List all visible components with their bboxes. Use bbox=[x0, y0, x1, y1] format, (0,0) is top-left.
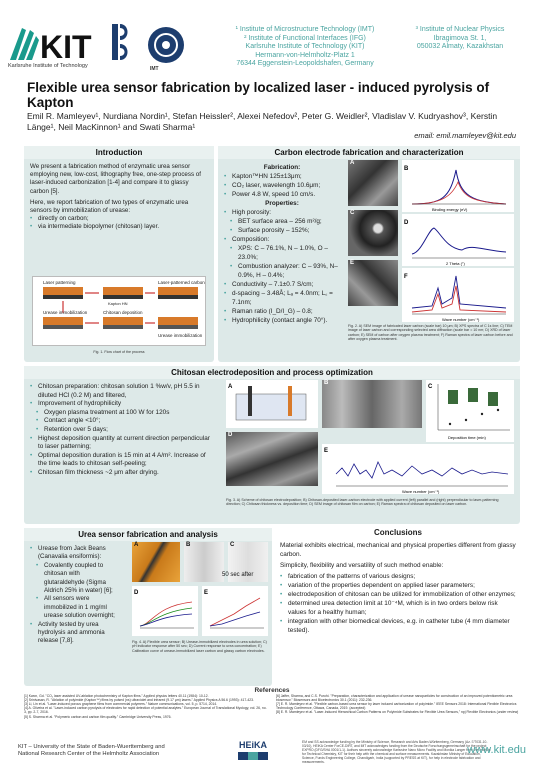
references-title: References bbox=[254, 687, 290, 694]
intro-paragraph: Here, we report fabrication of two types of enzymatic urea sensors by immobilization of urease: bbox=[30, 198, 189, 215]
footer-org-line: National Research Center of the Helmholtz Association bbox=[18, 751, 160, 757]
urea-bullet: • Activity tested by urea hydrolysis and ammonia release [7,8]. bbox=[30, 621, 118, 646]
affiliations-left bbox=[210, 26, 400, 69]
poster-title: Flexible urea sensor fabrication by localized laser - induced pyrolysis of Kapton bbox=[27, 80, 490, 110]
panel-letter: E bbox=[324, 448, 329, 454]
xps-chart bbox=[402, 160, 514, 212]
sem-image-e bbox=[348, 260, 398, 306]
fab-bullet: • Power 4.8 W, speed 10 cm/s. bbox=[224, 190, 340, 199]
figure-caption: Fig. 4. A) Flexible urea sensor; B) Urease-immobilized electrodes in urea solution; C) pH indicator response after 50 sec; D) Current response to urea concentration; E) Calibration curve of urease-immobilized laser carbon and glassy carbon electrodes. bbox=[132, 640, 267, 653]
intro-bullet: • via intermediate biopolymer (chitosan) layer. bbox=[30, 223, 208, 231]
figure-caption: Fig. 3. A) Scheme of chitosan electrodeposition; B) Chitosan-deposited laser-carbon electrode with applied current (left) parallel and (right) perpendicular to laser-patterning direction; C) Chitosan thickness vs. deposition time; D) SEM image of chitosan film on carbon; E) Raman spectra of chitosan deposited on laser carbon. bbox=[226, 498, 499, 507]
panel-letter: D bbox=[228, 432, 233, 438]
author-list: Emil R. Mamleyev¹, Nurdiana Nordin¹, Stefan Heissler², Alexei Nefedov², Peter G. Weidler², Vladislav V. Kudryashov³, Kerstin Länge¹, Neil MacKinnon¹ and Swati Sharma¹ bbox=[27, 111, 498, 132]
conclusions-panel bbox=[276, 528, 520, 686]
urea-bullet: • Urease from Jack Beans (Canavalia ensiformis): bbox=[30, 545, 118, 562]
panel-letter: B bbox=[186, 542, 191, 548]
urea-bullet-list bbox=[30, 545, 118, 646]
reference-item: [3] Li, Lin et al. "Laser-induced porous graphene films from commercial polymers." Nature communications, vol. 5, p. 5714, 2014. bbox=[24, 702, 218, 707]
poster-footer bbox=[0, 736, 544, 768]
contact-email[interactable]: email: emil.mamleyev@kit.edu bbox=[414, 131, 516, 140]
references-section bbox=[24, 689, 520, 719]
kit-logo-caption: Karlsruhe Institute of Technology bbox=[8, 63, 88, 69]
xrd-x-label: 2 Theta (°) bbox=[446, 261, 465, 266]
ifg-logo bbox=[110, 20, 132, 64]
chitosan-bullet: • Contact angle <10°; bbox=[36, 417, 214, 426]
panel-letter: B bbox=[404, 166, 409, 172]
panel-letter: E bbox=[350, 260, 355, 266]
intro-bullet: • directly on carbon; bbox=[30, 215, 208, 223]
chitosan-sem-image bbox=[226, 432, 318, 486]
panel-letter: C bbox=[230, 542, 235, 548]
timer-label: 50 sec after bbox=[222, 572, 254, 578]
heika-logo bbox=[228, 740, 278, 766]
chitosan-bullet: • Highest deposition quantity at current direction perpendicular to laser patterning; bbox=[30, 435, 214, 452]
prop-bullet: • XPS: C – 76.1%, N – 1.0%, O – 23.0%; bbox=[230, 244, 340, 262]
chitosan-bullet: • Chitosan film thickness ~2 μm after drying. bbox=[30, 469, 214, 478]
footer-organization bbox=[18, 744, 165, 758]
flow-label: Laser patterning bbox=[43, 280, 76, 285]
conclusion-bullet: • variation of the properties dependent on applied laser parameters; bbox=[280, 581, 516, 590]
flow-label: Urease immobilization bbox=[158, 333, 203, 338]
thickness-chart bbox=[426, 380, 514, 442]
fabrication-heading: Fabrication: bbox=[263, 164, 301, 171]
current-response-chart bbox=[132, 586, 198, 636]
fab-bullet: • Kapton™HN 125±13μm; bbox=[224, 172, 340, 181]
chitosan-bullet: • Optimal deposition duration is 15 min at 4 A/m². Increase of the time leads to chitosan self-peeling; bbox=[30, 452, 214, 469]
intro-bullet-list bbox=[30, 215, 208, 231]
panel-letter: B bbox=[324, 380, 329, 386]
fab-bullet: • CO₂ laser, wavelength 10.6μm; bbox=[224, 181, 340, 190]
chitosan-bullet: • Oxygen plasma treatment at 100 W for 120s bbox=[36, 409, 214, 418]
electrodeposition-scheme bbox=[226, 380, 318, 428]
prop-bullet: • Surface porosity – 152%; bbox=[230, 226, 340, 235]
sem-image-a bbox=[348, 160, 398, 206]
conclusion-paragraph: Material exhibits electrical, mechanical and physical properties different from glassy carbon. bbox=[280, 542, 516, 558]
conclusion-bullet: • fabrication of the patterns of various designs; bbox=[280, 572, 516, 581]
imt-logo bbox=[147, 26, 185, 64]
reference-item: [2] Srinivasan, R. "Ablation of polyimide (Kapton™) films by pulsed (ns) ultraviolet and infrared (9.17 μm) lasers." Applied Physics A 56.6 (1993): 417-423. bbox=[24, 698, 254, 703]
affiliation-line: ¹ Institute of Microstructure Technology (IMT) bbox=[235, 26, 375, 33]
chitosan-raman-chart bbox=[322, 444, 514, 494]
deposited-electrode-photo bbox=[322, 380, 422, 428]
affiliation-line: Karlsruhe Institute of Technology (KIT) bbox=[245, 43, 365, 51]
chitosan-raman-x-label: Wave number (cm⁻¹) bbox=[402, 489, 440, 494]
affiliations-right bbox=[400, 26, 520, 52]
reference-item: [8] E. R. Mamleyev et al. "Laser-Induced Hierarchical Carbon Patterns on Polyimide Substrates for Flexible Urea Sensors," npj Flexible Electronics (under review) bbox=[276, 710, 519, 715]
prop-bullet: • Hydrophilicity (contact angle 70°). bbox=[224, 316, 340, 325]
prop-bullet: • High porosity: bbox=[224, 208, 340, 217]
chitosan-bullet-list bbox=[30, 383, 214, 478]
panel-letter: A bbox=[134, 542, 139, 548]
prop-bullet: • Combustion analyzer: C – 93%, N–0.9%, H – 0.4%; bbox=[230, 262, 340, 280]
reference-item: [7] E. R. Mamleyev et al. "Flexible carbon-based urea sensor by laser induced carbonization of polyimide." IEEE Sensors 2018: International Flexible Electronics Technology Conference, Ottawa, Canada, 2019. (accepted) bbox=[276, 702, 517, 711]
conclusion-bullet-list bbox=[280, 572, 516, 635]
references-left-column bbox=[24, 694, 268, 719]
prop-bullet: • BET surface area – 256 m²/g; bbox=[230, 217, 340, 226]
conclusions-title: Conclusions bbox=[373, 528, 422, 537]
reference-item: [4] A. Oliveira et al. "Laser-induced carbon pyrolysis of electrodes for rapid detection of potential analytes." European Journal of Translational Myology, vol. 26, no. 3, pp. 2-7, 2016. bbox=[24, 706, 267, 715]
kit-logo bbox=[8, 20, 98, 62]
thickness-x-label: Deposition time (min) bbox=[448, 435, 486, 440]
calibration-chart bbox=[202, 586, 268, 636]
introduction-title: Introduction bbox=[24, 146, 214, 159]
chitosan-bullet: • Chitosan preparation: chitosan solution 1 %w/v, pH 5.5 in diluted HCl (0.2 M) and filtered, bbox=[30, 383, 214, 400]
reference-item: [6] Jaffer, Sharma, and C.S. Purohi. "Preparation, characterization and application of urease nanoparticles for construction of an improved potentiometric urea biosensor." Biosensors and Bioelectronics 30.1 (2011): 232-236. bbox=[276, 694, 513, 703]
affiliation-line: 050032 Almaty, Kazakhstan bbox=[416, 43, 504, 51]
urea-bullet: • All sensors were immobilized in 1 mg/ml urease solution overnight; bbox=[36, 595, 118, 620]
urea-title: Urea sensor fabrication and analysis bbox=[24, 528, 272, 541]
prop-bullet: • d-spacing – 3.48Å; Lₐ = 4.0nm; L꜀ = 7.1nm; bbox=[224, 289, 340, 307]
raman-chart bbox=[402, 268, 514, 322]
chitosan-bullet: • Retention over 5 days; bbox=[36, 426, 214, 435]
figure-caption: Fig. 1. Flow chart of the process bbox=[93, 350, 145, 354]
references-right-column bbox=[276, 694, 520, 719]
flow-label: Laser-patterned carbon bbox=[158, 280, 205, 285]
panel-letter: C bbox=[350, 210, 355, 216]
panel-letter: A bbox=[350, 160, 355, 166]
flow-chart-diagram bbox=[33, 277, 207, 347]
prop-bullet: • Composition: bbox=[224, 235, 340, 244]
tem-image-c bbox=[348, 210, 398, 256]
dfg-logo-icon bbox=[238, 752, 268, 760]
affiliation-line: ² Institute of Functional Interfaces (IFG) bbox=[244, 34, 366, 42]
panel-letter: A bbox=[228, 384, 233, 390]
properties-heading: Properties: bbox=[265, 200, 299, 207]
figure-caption: Fig. 2. A) SEM image of fabricated laser carbon (scale bar) 10 μm; B) XPS spectra of C 1s line; C) TEM image of laser carbon and corresponding selected area diffraction (scale bar = 10 nm; D) XRD of laser carbon; E) SEM of carbon after oxygen plasma treatment; F) Raman spectra of laser carbon before and after oxygen plasma treatment. bbox=[348, 324, 513, 342]
affiliation-line: 76344 Eggenstein-Leopoldshafen, Germany bbox=[236, 60, 374, 68]
flow-label: Chitosan deposition bbox=[103, 310, 143, 315]
chitosan-bullet: • Improvement of hydrophilicity bbox=[30, 400, 214, 409]
raman-x-label: Wave number (cm⁻¹) bbox=[442, 317, 480, 322]
website-link[interactable]: www.kit.edu bbox=[467, 744, 526, 756]
conclusion-bullet: • determined urea detection limit at 10⁻⁴M, which is in two orders below risk values for a healthy human; bbox=[280, 599, 516, 617]
footer-org-line: KIT – University of the State of Baden-Wuerttemberg and bbox=[18, 744, 165, 750]
urea-panel bbox=[24, 528, 272, 686]
introduction-panel bbox=[24, 146, 214, 362]
panel-letter: D bbox=[404, 220, 409, 226]
svg-text:KIT: KIT bbox=[40, 29, 92, 62]
prop-bullet: • Conductivity – 7.1±0.7 S/cm; bbox=[224, 280, 340, 289]
chitosan-panel bbox=[24, 366, 520, 524]
conclusion-bullet: • electrodeposition of chitosan can be utilized for immobilization of other enzymes; bbox=[280, 590, 516, 599]
urea-bullet: • Covalently coupled to chitosan with glutaraldehyde (Sigma Aldrich 25% in water) [6]; bbox=[36, 562, 118, 596]
xps-x-label: Binding energy (eV) bbox=[432, 207, 468, 212]
panel-letter: C bbox=[428, 384, 433, 390]
panel-letter: F bbox=[404, 274, 408, 280]
flexible-sensor-photo bbox=[132, 542, 180, 582]
carbon-title: Carbon electrode fabrication and characterization bbox=[218, 146, 520, 159]
conclusion-paragraph: Simplicity, flexibility and versatility of such method enable: bbox=[280, 562, 444, 569]
xrd-chart bbox=[402, 214, 514, 266]
flow-label: Kapton HN bbox=[108, 301, 128, 306]
flow-label: Urease immobilization bbox=[43, 310, 88, 315]
intro-paragraph: We present a fabrication method of enzymatic urea sensor employing new, low-cost, lithography free, one-step process of laser-induced carbonization [1-4] and compare it to glassy carbon [5]. bbox=[30, 163, 201, 195]
reference-item: [1] Kwon, Gd. "CO₂ laser assisted UV-ablation photochemistry of Kapton films." Applied physics letters 40.11 (1984): 10-12. bbox=[24, 694, 209, 699]
imt-logo-label: IMT bbox=[150, 66, 159, 72]
fabrication-list bbox=[224, 172, 340, 199]
panel-letter: E bbox=[204, 590, 209, 596]
conclusion-bullet: • integration with other biomedical devices, e.g. in catheter tube (4 mm diameter tested). bbox=[280, 617, 516, 635]
affiliation-line: ³ Institute of Nuclear Physics bbox=[415, 26, 505, 33]
affiliation-line: Hermann-von-Helmholtz-Platz 1 bbox=[255, 51, 355, 59]
flow-chart-figure bbox=[32, 276, 206, 346]
carbon-panel bbox=[218, 146, 520, 362]
reference-item: [5] S. Sharma et al. "Polymeric carbon and carbon film quality." Cambridge University Press, 1976. bbox=[24, 714, 172, 719]
panel-letter: D bbox=[134, 590, 139, 596]
urease-solution-photo bbox=[184, 542, 224, 582]
prop-bullet: • Raman ratio (I_D/I_G) – 0.8; bbox=[224, 307, 340, 316]
poster-header bbox=[0, 0, 544, 80]
affiliation-line: Ibragimova St. 1, bbox=[433, 34, 487, 42]
chitosan-title: Chitosan electrodeposition and process optimization bbox=[24, 366, 520, 379]
heika-logo-text: HEiKA bbox=[238, 740, 267, 750]
properties-list bbox=[224, 208, 340, 325]
funding-acknowledgement: EM and SS acknowledge funding by the Ministry of Science, Research and Arts Baden-Württemberg, Germany (Az.:7/7031.10-03/10), HEiKA Center ForCE-DIRT, and IMT acknowledges funding from the Deutsche Forschungsgemeinschaft for the project EXPRO (DFG/SHA 0001/1-1). Authors sincerely acknowledge Karlsruhe Nano Micro Facility and Monika Langer from the Institute for Technical Chemistry, KIT for their help with the chemical and surface measurements. Kazakhstan Ministry of Education, Science, Funds Engineering College, Chandigarh, India (supported by PRESS at KIT), for help in electrode fabrication and measurements. bbox=[302, 740, 491, 764]
